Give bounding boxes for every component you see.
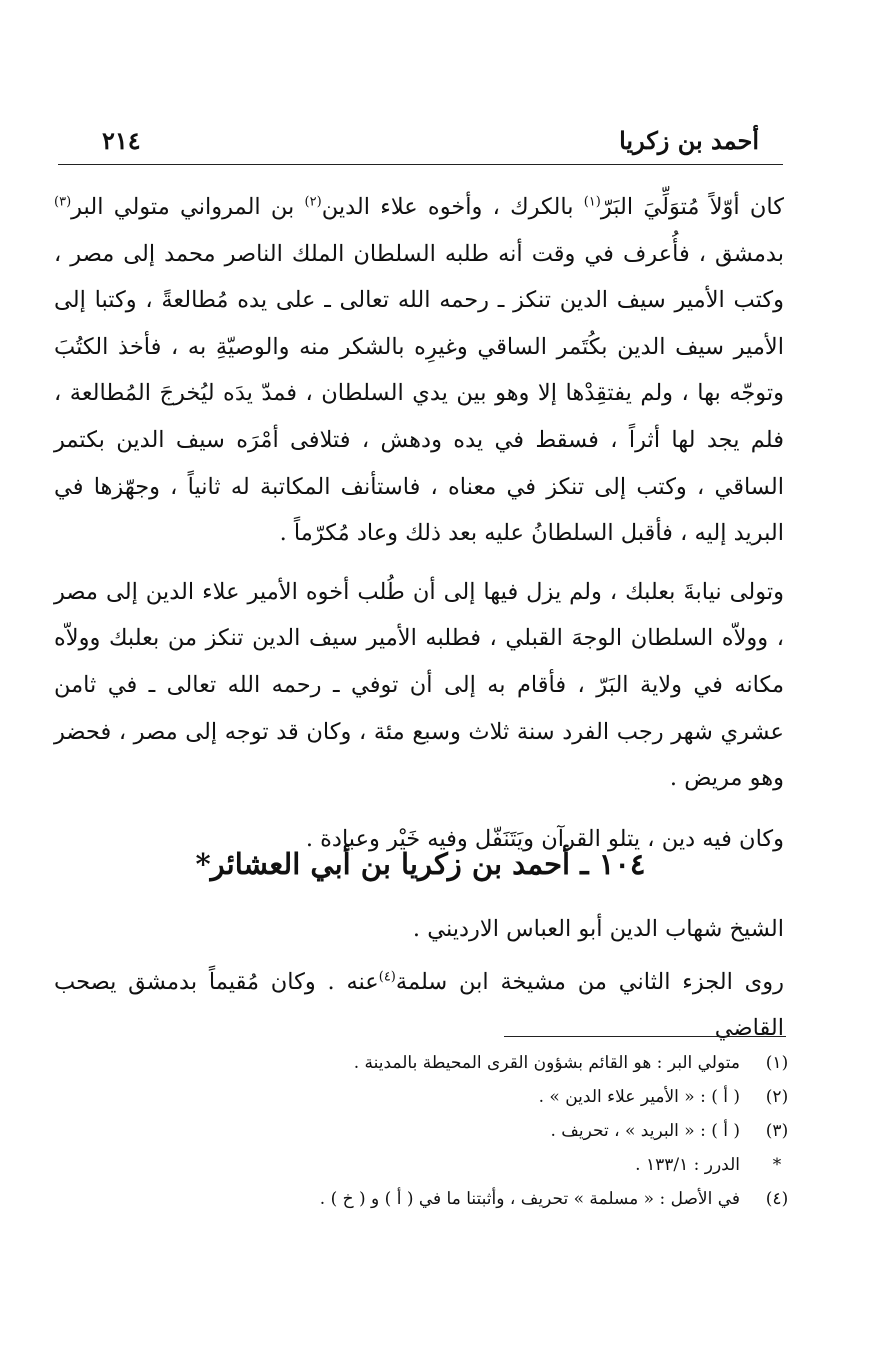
footnote-ref-1: (١) [583, 194, 601, 210]
entry-heading: ١٠٤ ـ أحمد بن زكريا بن أبي العشائر* [195, 847, 646, 881]
footnote-text: في الأصل : « مسلمة » تحريف ، وأثبتنا ما في ( أ ) و ( خ ) . [319, 1189, 740, 1209]
footnote-ref-2: (٢) [304, 194, 322, 210]
paragraph-1-part-3: بن المرواني متولي البر [71, 194, 305, 220]
footnote-ref-3: (٣) [54, 194, 72, 210]
entry-line-2-part-2: عنه . وكان مُقيماً بدمشق يصحب القاضي [54, 968, 784, 1042]
entry-line-1: الشيخ شهاب الدين أبو العباس الارديني . [412, 916, 784, 942]
footnote-text: متولي البر : هو القائم بشؤون القرى المحيطة بالمدينة . [353, 1053, 740, 1073]
entry-line-2-part-1: روى الجزء الثاني من مشيخة ابن سلمة [395, 968, 784, 995]
paragraph-1-part-1: كان أوّلاً مُتوَلِّيَ البَرّ [600, 194, 784, 220]
footnote [58, 1185, 792, 1219]
footnote-mark: (٢) [765, 1087, 789, 1107]
footnote-text: ( أ ) : « البريد » ، تحريف . [550, 1121, 740, 1141]
page-header [58, 120, 783, 165]
footnote [58, 1049, 792, 1083]
paragraph-1-part-2: بالكرك ، وأخوه علاء الدين [321, 194, 584, 220]
footnote-ref-4: (٤) [378, 969, 396, 985]
entry-text [54, 906, 784, 1058]
footnotes [58, 1049, 792, 1219]
footnote-text: الدرر : ١٣٣/١ . [635, 1155, 740, 1175]
footnote-mark: (٣) [765, 1121, 789, 1141]
page-number: ٢١٤ [102, 126, 141, 155]
footnote [58, 1083, 792, 1117]
footnote [58, 1117, 792, 1151]
footnote-separator [504, 1036, 786, 1037]
paragraph-1 [54, 184, 784, 557]
footnote-mark: * [772, 1155, 782, 1175]
footnote-mark: (٤) [765, 1189, 789, 1209]
running-title: أحمد بن زكريا [619, 126, 759, 155]
footnote-text: ( أ ) : « الأمير علاء الدين » . [538, 1087, 740, 1107]
main-text [54, 184, 784, 862]
entry-line-2 [54, 959, 784, 1052]
footnote-mark: (١) [765, 1053, 789, 1073]
paragraph-1-part-4: بدمشق ، فأُعرف في وقت أنه طلبه السلطان الملك الناصر محمد إلى مصر ، وكتب الأمير سيف الدين تنكز ـ رحمه الله تعالى ـ على يده مُطالعةً ، وكتبا إلى الأمير سيف الدين بكُتَمر الساقي وغيرِه بالشكر منه والوصيّةِ به ، فأخذ الكتُبَ وتوجّه بها ، ولم يفتقِدْها إلا وهو بين يدي السلطان ، فمدّ يدَه ليُخرجَ المُطالعة ، فلم يجد لها أثراً ، فسقط في يده ودهش ، فتلافى أمْرَه سيف الدين بكتمر الساقي ، وكتب إلى تنكز في معناه ، فاستأنف المكاتبة له ثانياً ، وجهّزها في البريد إليه ، فأقبل السلطانُ عليه بعد ذلك وعاد مُكرّماً . [54, 240, 784, 547]
paragraph-3: وكان فيه دين ، يتلو القرآن ويَتَنَفّل وفيه خَيْر وعبادة . [305, 825, 784, 852]
paragraph-2: وتولى نيابةَ بعلبك ، ولم يزل فيها إلى أن طُلب أخوه الأمير علاء الدين إلى مصر ، وولاّه السلطان الوجهَ القبلي ، فطلبه الأمير سيف الدين تنكز من بعلبك وولاّه مكانه في ولاية البَرّ ، فأقام به إلى أن توفي ـ رحمه الله تعالى ـ في ثامن عشري شهر رجب الفرد سنة ثلاث وسبع مئة ، وكان قد توجه إلى مصر ، فحضر وهو مريض . [54, 578, 784, 792]
footnote [58, 1151, 792, 1185]
